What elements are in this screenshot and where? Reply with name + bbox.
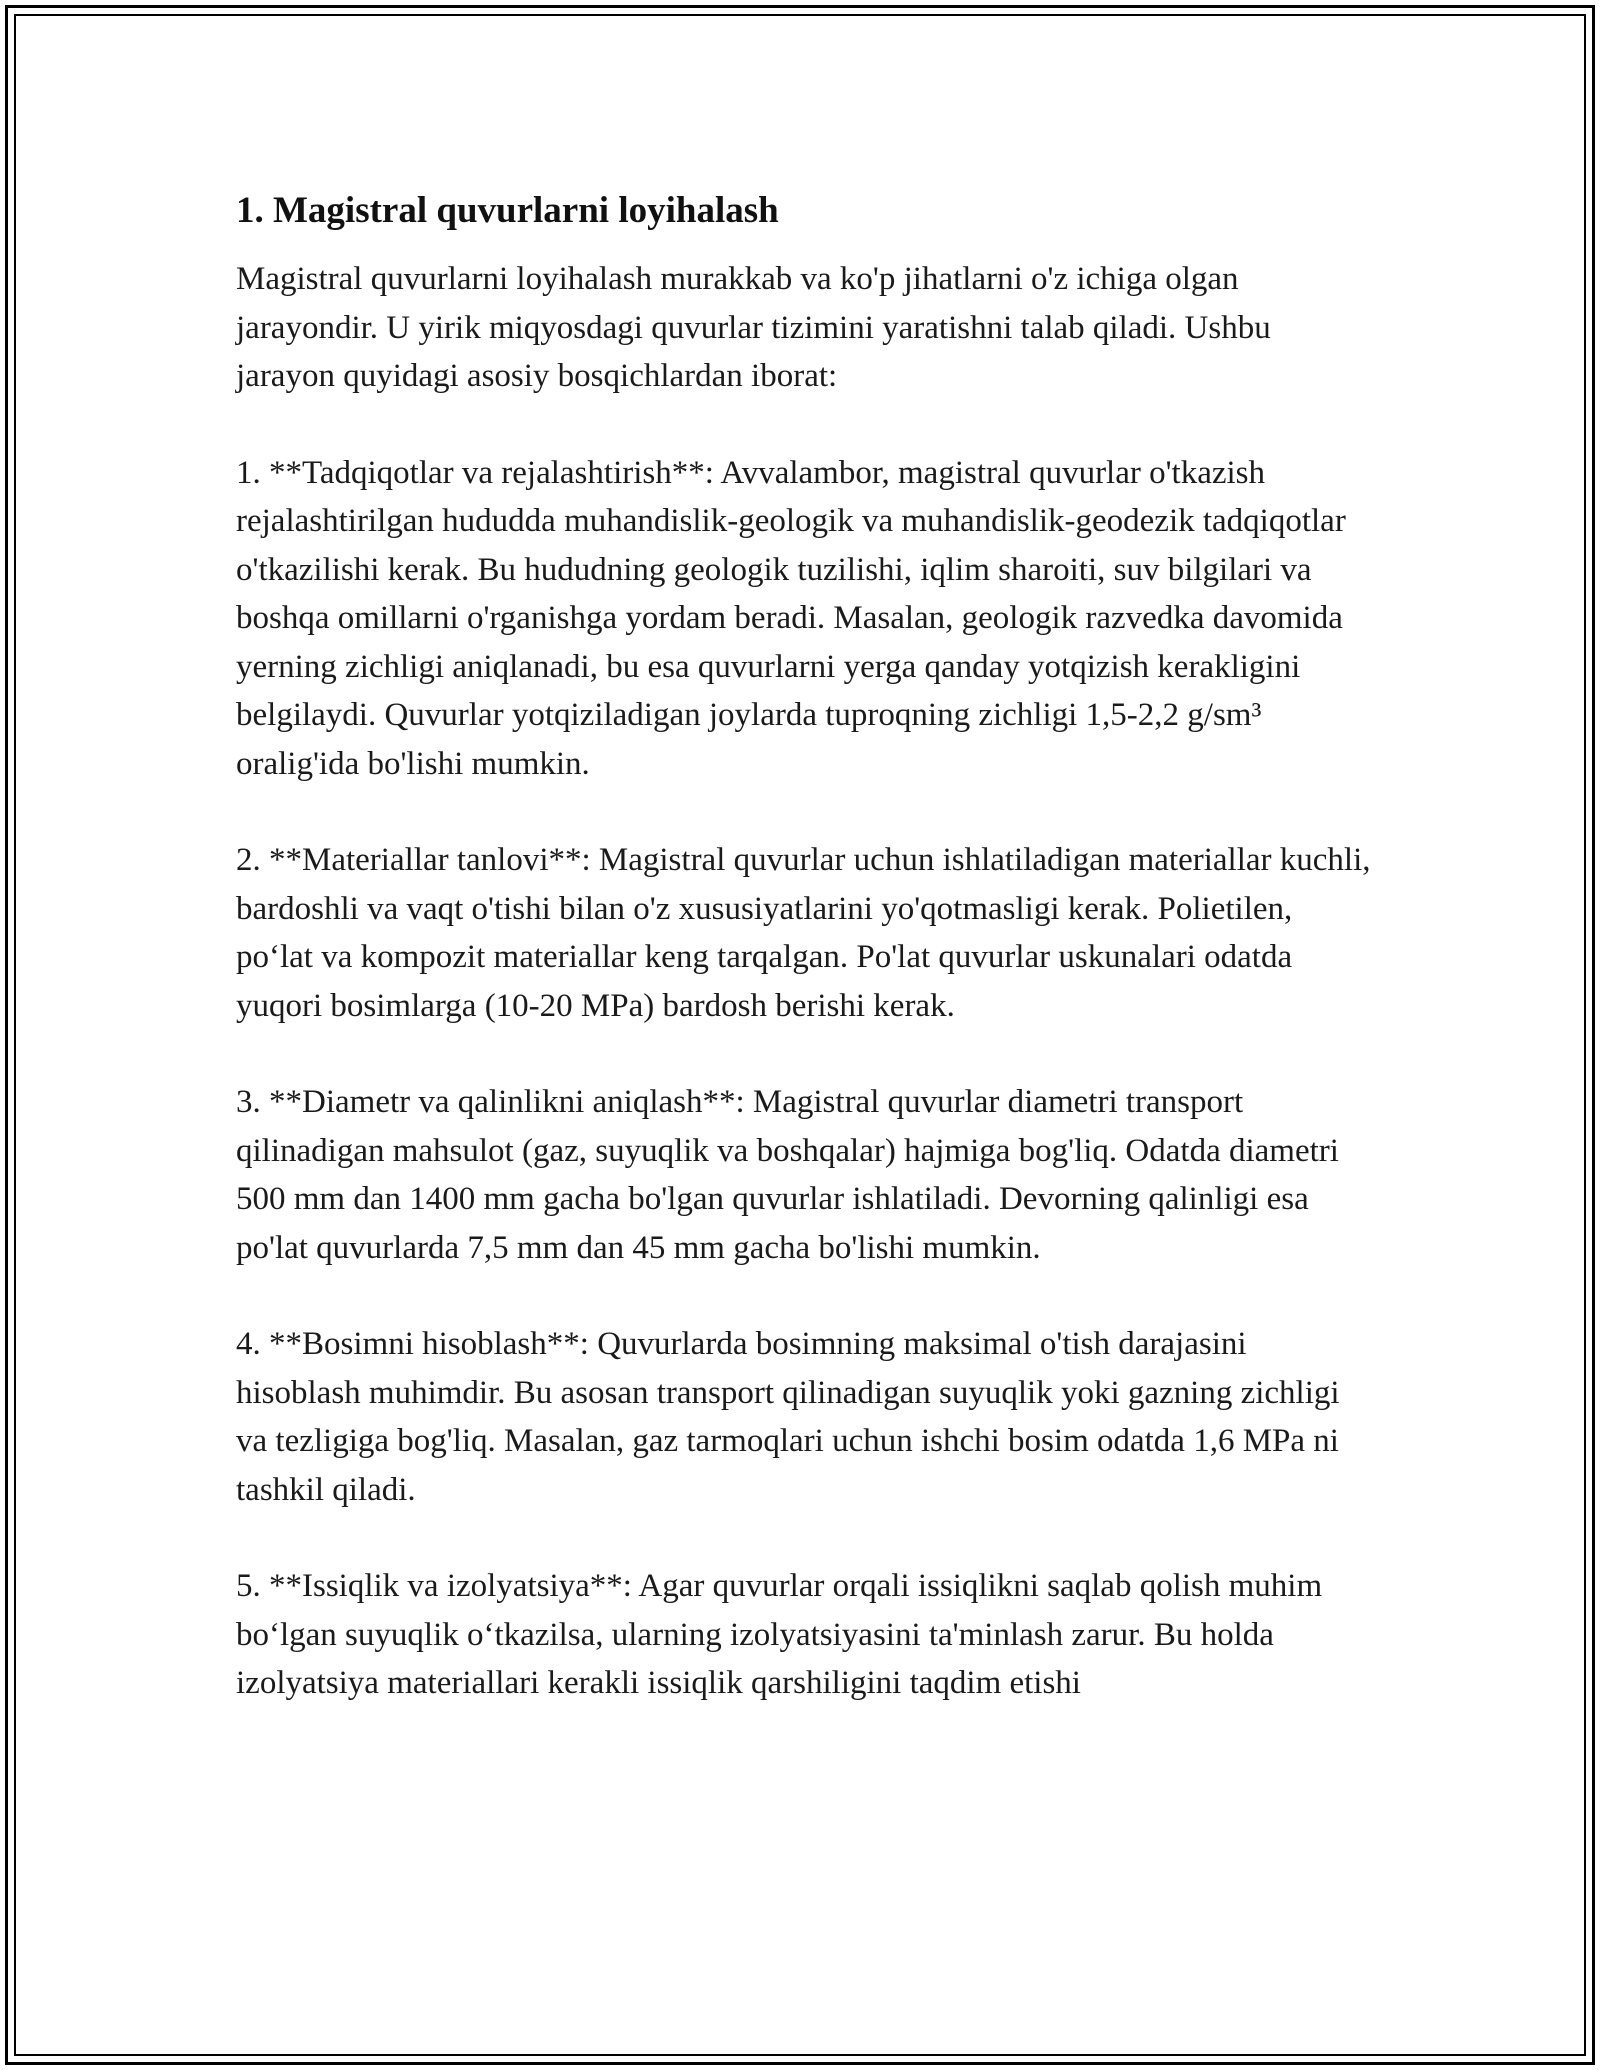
list-item: 2. **Materiallar tanlovi**: Magistral quvurlar uchun ishlatiladigan materiallar kuchli, bardoshli va vaqt o'tishi bilan o'z xususiyatlarini yo'qotmasligi kerak. Polietilen, po‘lat va kompozit materiallar keng tarqalgan. Po'lat quvurlar uskunalari odatda yuqori bosimlarga (10-20 MPa) bardosh berishi kerak. (236, 842, 1371, 1024)
document-title: 1. Magistral quvurlarni loyihalash (236, 190, 779, 231)
list-item: 4. **Bosimni hisoblash**: Quvurlarda bosimning maksimal o'tish darajasini hisoblash muhimdir. Bu asosan transport qilinadigan suyuqlik yoki gazning zichligi va tezligiga bog'liq. Masalan, gaz tarmoqlari uchun ishchi bosim odatda 1,6 MPa ni tashkil qiladi. (236, 1326, 1340, 1508)
document-body (236, 185, 1376, 1708)
intro-paragraph: Magistral quvurlarni loyihalash murakkab va ko'p jihatlarni o'z ichiga olgan jarayondir. U yirik miqyosdagi quvurlar tizimini yaratishni talab qiladi. Ushbu jarayon quyidagi asosiy bosqichlardan iborat: (236, 261, 1271, 394)
list-item: 3. **Diametr va qalinlikni aniqlash**: Magistral quvurlar diametri transport qilinadigan mahsulot (gaz, suyuqlik va boshqalar) hajmiga bog'liq. Odatda diametri 500 mm dan 1400 mm gacha bo'lgan quvurlar ishlatiladi. Devorning qalinligi esa po'lat quvurlarda 7,5 mm dan 45 mm gacha bo'lishi mumkin. (236, 1084, 1339, 1266)
list-item: 5. **Issiqlik va izolyatsiya**: Agar quvurlar orqali issiqlikni saqlab qolish muhim bo‘lgan suyuqlik o‘tkazilsa, ularning izolyatsiyasini ta'minlash zarur. Bu holda izolyatsiya materiallari kerakli issiqlik qarshiligini taqdim etishi (236, 1568, 1323, 1701)
list-item: 1. **Tadqiqotlar va rejalashtirish**: Avvalambor, magistral quvurlar o'tkazish rejalashtirilgan hududda muhandislik-geologik va muhandislik-geodezik tadqiqotlar o'tkazilishi kerak. Bu hududning geologik tuzilishi, iqlim sharoiti, suv bilgilari va boshqa omillarni o'rganishga yordam beradi. Masalan, geologik razvedka davomida yerning zichligi aniqlanadi, bu esa quvurlarni yerga qanday yotqizish kerakligini belgilaydi. Quvurlar yotqiziladigan joylarda tuproqning zichligi 1,5-2,2 g/sm³ oralig'ida bo'lishi mumkin. (236, 454, 1346, 782)
